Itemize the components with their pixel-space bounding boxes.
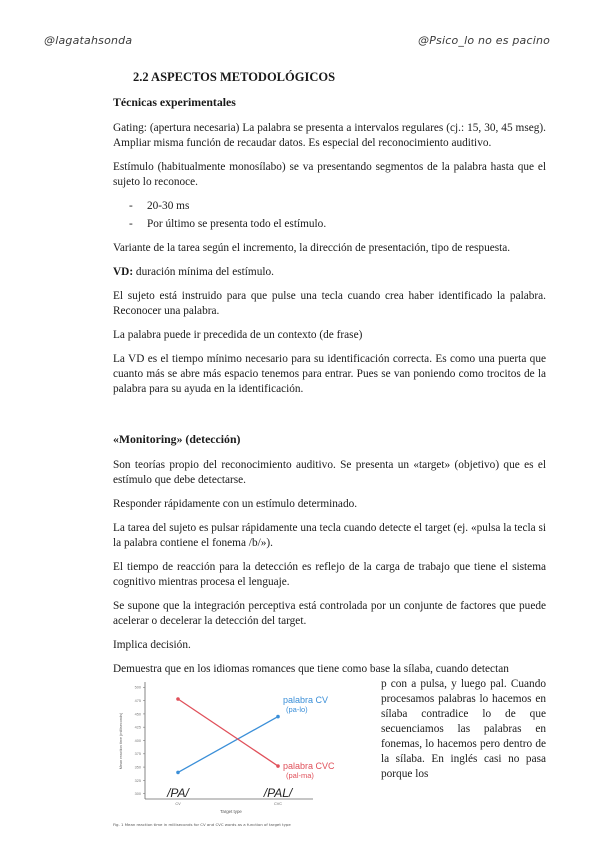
y-tick-label: 500 — [134, 685, 141, 690]
handwriting-left: @lagatahsonda — [44, 34, 133, 47]
handwriting-right: @Psico_lo no es pacino — [418, 34, 551, 47]
paragraph-romance-start: Demuestra que en los idiomas romances que tiene como base la sílaba, cuando detectan — [113, 663, 509, 675]
paragraph-theories: Son teorías propio del reconocimiento auditivo. Se presenta un «target» (objetivo) que es el estímulo que debe detectarse. — [113, 459, 546, 486]
data-point — [276, 715, 280, 719]
series-line — [178, 699, 278, 766]
paragraph-context: La palabra puede ir precedida de un contexto (de frase) — [113, 329, 363, 341]
bullet-list — [113, 199, 546, 232]
series-sublabel: (pa-lo) — [286, 705, 308, 714]
y-tick-label: 425 — [134, 725, 141, 730]
paragraph-integration: Se supone que la integración perceptiva está controlada por un conjunte de factores que puede acelerar o decelerar la detección del target. — [113, 600, 546, 627]
figure-side-text — [375, 677, 546, 782]
y-tick-label: 375 — [134, 752, 141, 757]
data-point — [276, 764, 280, 768]
paragraph-respond: Responder rápidamente con un estímulo determinado. — [113, 498, 358, 510]
y-tick-label: 325 — [134, 778, 141, 783]
paragraph-decision: Implica decisión. — [113, 639, 191, 651]
category-label: /PAL/ — [263, 786, 293, 800]
vd-text: duración mínima del estímulo. — [133, 266, 274, 278]
paragraph-stimulus: Estímulo (habitualmente monosílabo) se va presentando segmentos de la palabra hasta que el sujeto lo reconoce. — [113, 161, 546, 188]
paragraph-vd — [113, 265, 546, 280]
x-axis-label: Target type — [220, 809, 242, 814]
series-sublabel: (pal-ma) — [286, 771, 314, 780]
y-tick-label: 300 — [134, 792, 141, 797]
data-point — [176, 697, 180, 701]
figure — [113, 677, 375, 827]
paragraph-gating: Gating: (apertura necesaria) La palabra se presenta a intervalos regulares (cj.: 15, 30, 45 mseg). Ampliar misma función de recaudar datos. Es especial del reconocimiento auditivo. — [113, 122, 546, 149]
data-point — [176, 771, 180, 775]
paragraph-reaction-time: El tiempo de reacción para la detección es reflejo de la carga de trabajo que tiene el sistema cognitivo mientras procesa el lenguaje. — [113, 561, 546, 588]
reaction-time-chart — [113, 677, 375, 815]
bullet-item: - Por último se presenta todo el estímulo. — [113, 217, 546, 232]
paragraph-task: La tarea del sujeto es pulsar rápidamente una tecla cuando detecte el target (ej. «pulsa la tecla si la palabra contiene el fonema /b/»). — [113, 522, 546, 549]
subtitle-monitoring: «Monitoring» (detección) — [113, 432, 241, 446]
paragraph-variant: Variante de la tarea según el incremento, la dirección de presentación, tipo de respuesta. — [113, 242, 511, 254]
y-tick-label: 350 — [134, 765, 141, 770]
series-label: palabra CV — [283, 695, 329, 705]
series-line — [178, 717, 278, 773]
section-title: 2.2 ASPECTOS METODOLÓGICOS — [133, 70, 336, 84]
paragraph-vd-explanation: La VD es el tiempo mínimo necesario para su identificación correcta. Es como una puerta que cuanto más se abre más espacio tenemos para entrar. Pues se van poniendo como trocitos de la palabra para su ayuda en la identificación. — [113, 353, 546, 395]
y-axis-label: Mean reaction time (milliseconds) — [119, 712, 123, 770]
y-tick-label: 475 — [134, 699, 141, 704]
category-sublabel: CV — [175, 802, 181, 806]
paragraph-romance-cont: p con a pulsa, y luego pal. Cuando procesamos palabras lo hacemos en sílaba contradice lo de que secuenciamos las palabras en fonemas, lo hacemos pero dentro de la sílaba. En inglés casi no pasa porque los — [381, 678, 546, 780]
subtitle-techniques: Técnicas experimentales — [113, 95, 236, 109]
series-label: palabra CVC — [283, 761, 335, 771]
document-body — [113, 70, 546, 827]
bullet-item: - 20-30 ms — [113, 199, 546, 214]
category-label: /PA/ — [167, 786, 189, 800]
y-tick-label: 400 — [134, 738, 141, 743]
paragraph-instruction: El sujeto está instruido para que pulse una tecla cuando crea haber identificado la palabra. Reconocer una palabra. — [113, 290, 546, 317]
y-tick-label: 450 — [134, 712, 141, 717]
figure-row — [113, 677, 546, 827]
vd-label: VD: — [113, 266, 134, 278]
figure-caption: Fig. 1 Mean reaction time in milliseconds for CV and CVC words as a function of target type — [113, 822, 291, 827]
category-sublabel: CVC — [273, 802, 283, 806]
